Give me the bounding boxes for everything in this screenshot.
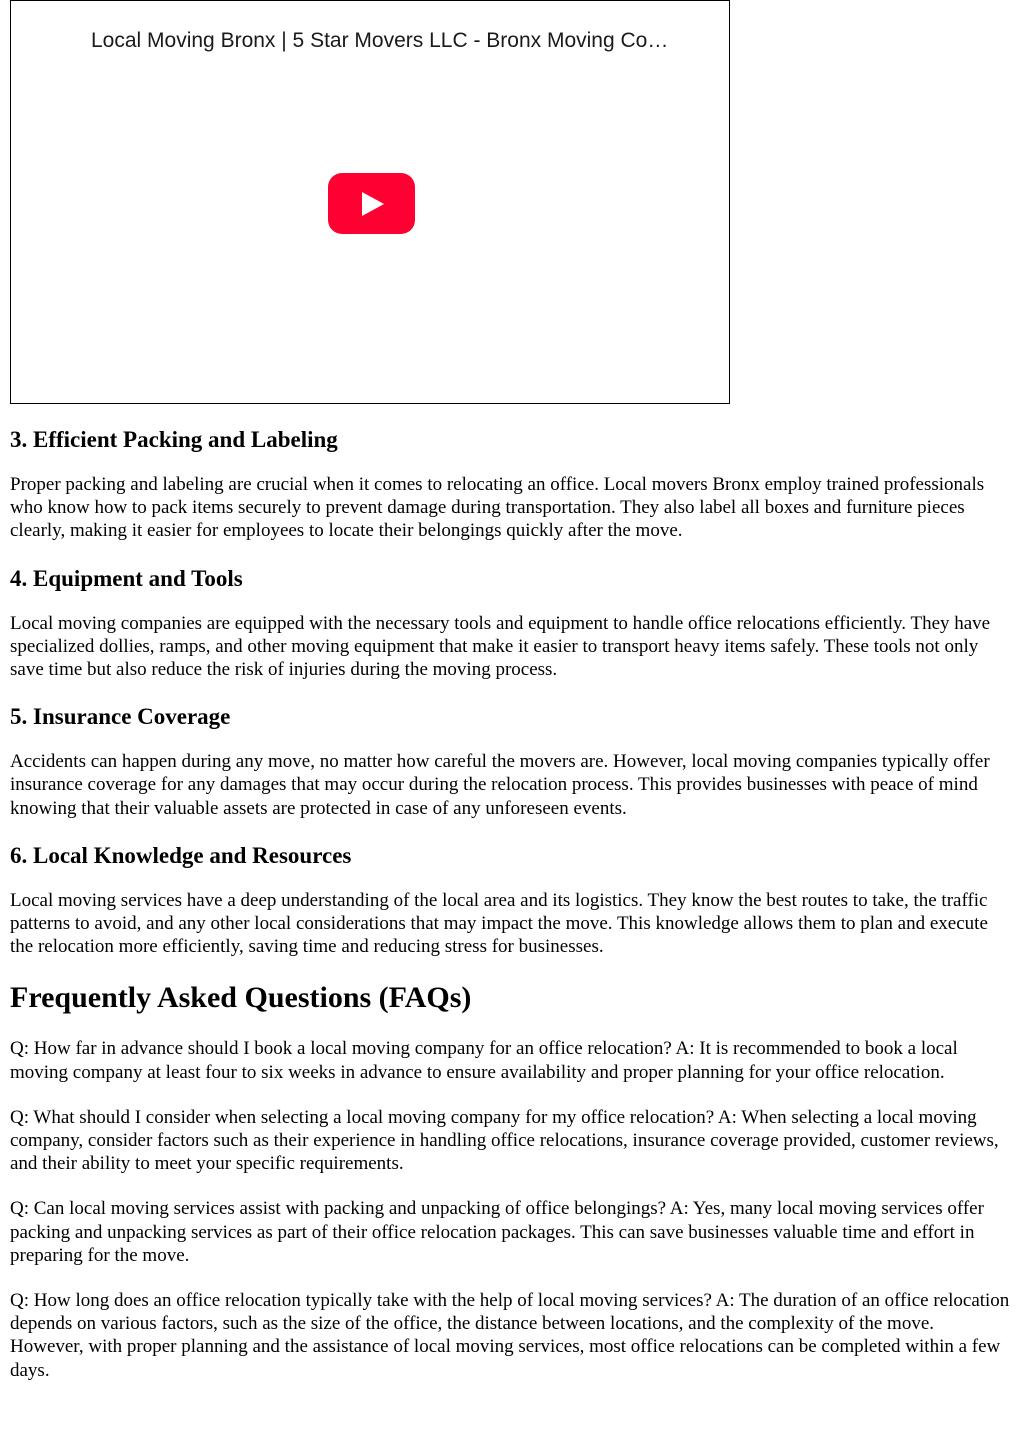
article-content — [10, 426, 1010, 1404]
play-button[interactable] — [328, 173, 415, 234]
faq-heading: Frequently Asked Questions (FAQs) — [10, 981, 472, 1015]
faq-item: Q: How long does an office relocation typically take with the help of local moving services? A: The duration of an office relocation depends on various factors, such as the size of the office, the distance between locations, and the complexity of the move. However, with proper planning and the assistance of local moving services, most office relocations can be completed within a few days. — [10, 1290, 1010, 1381]
section-heading-local-knowledge: 6. Local Knowledge and Resources — [10, 842, 352, 868]
video-title[interactable]: Local Moving Bronx | 5 Star Movers LLC - Bronx Moving Co… — [91, 29, 669, 52]
section-body-insurance: Accidents can happen during any move, no matter how careful the movers are. However, local moving companies typically offer insurance coverage for any damages that may occur during the relocation process. This provides businesses with peace of mind knowing that their valuable assets are protected in case of any unforeseen events. — [10, 751, 990, 819]
section-body-packing: Proper packing and labeling are crucial when it comes to relocating an office. Local movers Bronx employ trained professionals who know how to pack items securely to prevent damage during transportation. They also label all boxes and furniture pieces clearly, making it easier for employees to locate their belongings quickly after the move. — [10, 474, 985, 542]
faq-item: Q: How far in advance should I book a local moving company for an office relocation? A: It is recommended to book a local moving company at least four to six weeks in advance to ensure availability and proper planning for your office relocation. — [10, 1038, 958, 1083]
section-body-equipment: Local moving companies are equipped with the necessary tools and equipment to handle office relocations efficiently. They have specialized dollies, ramps, and other moving equipment that make it easier to transport heavy items safely. These tools not only save time but also reduce the risk of injuries during the moving process. — [10, 612, 991, 681]
video-embed[interactable] — [10, 0, 730, 404]
section-heading-equipment: 4. Equipment and Tools — [10, 565, 243, 591]
section-body-local-knowledge: Local moving services have a deep understanding of the local area and its logistics. They know the best routes to take, the traffic patterns to avoid, and any other local considerations that may impact the move. This knowledge allows them to plan and execute the relocation more efficiently, saving time and reducing stress for businesses. — [10, 889, 988, 958]
faq-item: Q: What should I consider when selecting a local moving company for my office relocation? A: When selecting a local moving company, consider factors such as their experience in handling office relocations, insurance coverage provided, customer reviews, and their ability to meet your specific requirements. — [10, 1106, 999, 1175]
play-icon — [362, 192, 384, 216]
faq-item: Q: Can local moving services assist with packing and unpacking of office belongings? A: Yes, many local moving services offer packing and unpacking services as part of their office relocation packages. This can save businesses valuable time and effort in preparing for the move. — [10, 1198, 984, 1266]
section-heading-insurance: 5. Insurance Coverage — [10, 704, 231, 730]
section-heading-packing: 3. Efficient Packing and Labeling — [10, 427, 338, 452]
